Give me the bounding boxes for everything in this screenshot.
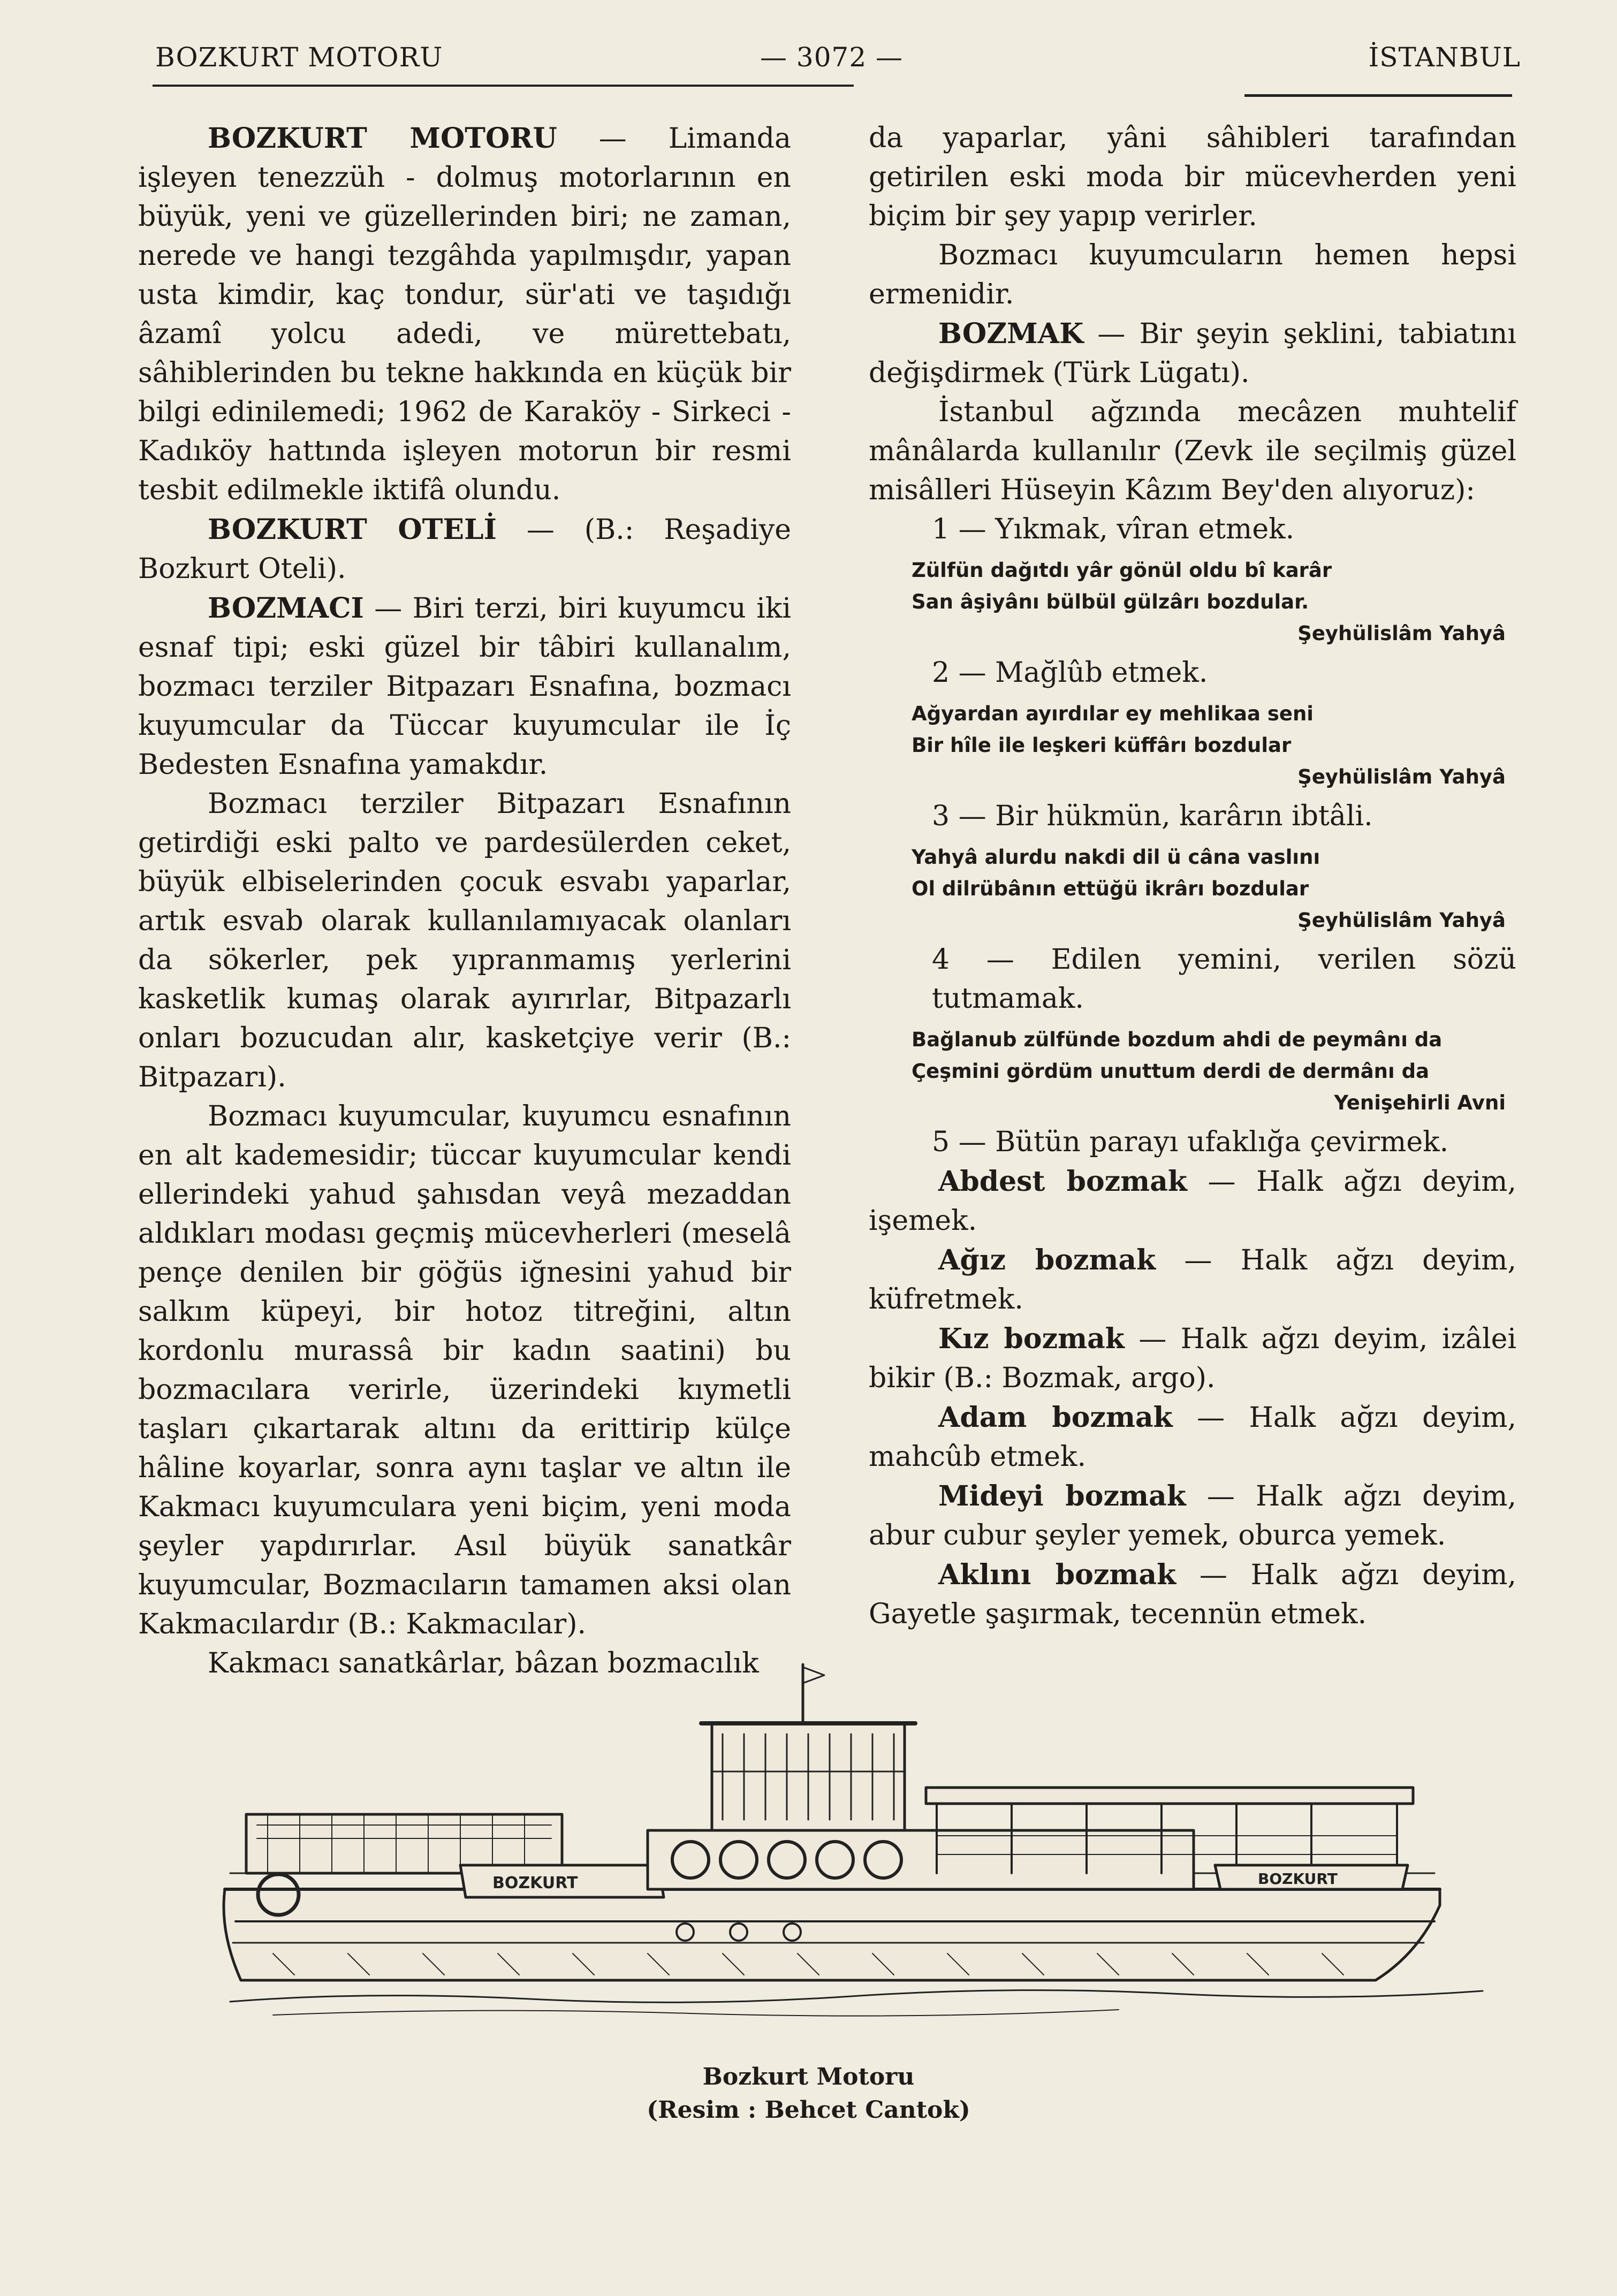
figure-caption xyxy=(0,2061,1617,2127)
left-column xyxy=(138,119,791,1683)
expression-text: — Halk ağzı deyim, abur cubur şeyler yemek, oburca yemek. xyxy=(869,1480,1516,1552)
paragraph: da yaparlar, yâni sâhibleri tarafından getirilen eski moda bir mücevherden yeni biçim bir şey yapıp verirler. xyxy=(869,122,1516,232)
entry-bozmaci xyxy=(138,589,791,785)
expression-kiz-bozmak xyxy=(869,1319,1516,1398)
water-line xyxy=(273,2010,1119,2016)
expression-headword: Adam bozmak xyxy=(938,1401,1173,1434)
right-column xyxy=(869,119,1516,1634)
verse-quote xyxy=(912,554,1516,649)
header-left-title: BOZKURT MOTORU xyxy=(155,42,443,73)
verse-quote xyxy=(912,1024,1516,1119)
meaning-item: 2 — Mağlûb etmek. xyxy=(932,657,1208,689)
verse-line: Zülfün dağıtdı yâr gönül oldu bî karâr xyxy=(912,559,1332,582)
entry-bozmak xyxy=(869,314,1516,393)
expression-text: — Halk ağzı deyim, küfretmek. xyxy=(869,1244,1516,1316)
expression-text: — Halk ağzı deyim, Gayetle şaşırmak, tecennün etmek. xyxy=(869,1559,1516,1630)
entry-text: — Biri terzi, biri kuyumcu iki esnaf tipi; eski güzel bir tâbiri kullanalım, bozmacı terziler Bitpazarı Esnafına, bozmacı kuyumcular da Tüccar kuyumcular ile İç Bedesten Esnafına yamakdır. xyxy=(138,592,791,781)
entry-text: — (B.: Reşadiye Bozkurt Oteli). xyxy=(138,514,791,585)
verse-line: San âşiyânı bülbül gülzârı bozdular. xyxy=(912,590,1309,613)
hull-name-right: BOZKURT xyxy=(1258,1870,1338,1888)
verse-line: Bağlanub zülfünde bozdum ahdi de peymânı da xyxy=(912,1028,1443,1051)
paragraph: İstanbul ağzında mecâzen muhtelif mânâlarda kullanılır (Zevk ile seçilmiş güzel misâlleri Hüseyin Kâzım Bey'den alıyoruz): xyxy=(869,396,1516,506)
expression-agiz-bozmak xyxy=(869,1241,1516,1319)
expression-headword: Abdest bozmak xyxy=(938,1165,1187,1198)
expression-headword: Aklını bozmak xyxy=(938,1558,1176,1591)
boat-illustration xyxy=(209,1654,1493,2028)
entry-bozkurt-oteli xyxy=(138,510,791,589)
aft-canopy xyxy=(926,1788,1413,1804)
meaning-item: 1 — Yıkmak, vîran etmek. xyxy=(932,513,1295,545)
entry-headword: BOZMACI xyxy=(208,592,364,625)
paragraph: Bozmacı terziler Bitpazarı Esnafının getirdiği eski palto ve pardesülerden ceket, büyük elbiselerinden çocuk esvabı yaparlar, artık esvab olarak kullanılamıyacak olanları da sökerler, pek yıpranmamış yerlerini kasketlik kumaş olarak ayırırlar, Bitpazarlı onları bozucudan alır, kasketçiye verir (B.: Bitpazarı). xyxy=(138,788,791,1093)
paragraph: Bozmacı kuyumcular, kuyumcu esnafının en alt kademesidir; tüccar kuyumcular kendi ellerindeki yahud şahısdan veyâ mezaddan aldıkları modası geçmiş mücevherleri (meselâ pençe denilen bir göğüs iğnesini yahud bir salkım küpeyi, bir hotoz titreğini, altın kordonlu murassâ bir kadın saatini) bu bozmacılara verirle, üzerindeki kıymetli taşları çıkartarak altını da erittirip külçe hâline koyarlar, sonra aynı taşlar ve altın ile Kakmacı kuyumculara yeni biçim, yeni moda şeyler yapdırırlar. Asıl büyük sanatkâr kuyumcular, Bozmacıların tamamen aksi olan Kakmacılardır (B.: Kakmacılar). xyxy=(138,1100,791,1640)
water-line xyxy=(230,1990,1483,2003)
superstructure xyxy=(648,1830,1194,1889)
header-rule-right xyxy=(1244,94,1512,97)
expression-adam-bozmak xyxy=(869,1398,1516,1477)
entry-headword: BOZMAK xyxy=(938,317,1084,350)
boat-drawing xyxy=(209,1654,1493,2028)
verse-line: Ol dilrübânın ettüğü ikrârı bozdular xyxy=(912,877,1309,900)
header-rule-left xyxy=(153,85,854,87)
meaning-item: 5 — Bütün parayı ufaklığa çevirmek. xyxy=(932,1126,1449,1158)
expression-mideyi-bozmak xyxy=(869,1477,1516,1555)
page-number: — 3072 — xyxy=(760,42,904,73)
paragraph: Bozmacı kuyumcuların hemen hepsi ermenidir. xyxy=(869,239,1516,310)
verse-author: Şeyhülislâm Yahyâ xyxy=(1297,765,1506,788)
entry-bozkurt-motoru xyxy=(138,119,791,510)
expression-abdest-bozmak xyxy=(869,1162,1516,1241)
expression-headword: Ağız bozmak xyxy=(938,1244,1156,1276)
paragraph: Kakmacı sanatkârlar, bâzan bozmacılık xyxy=(208,1647,759,1679)
expression-text: — Halk ağzı deyim, izâlei bikir (B.: Bozmak, argo). xyxy=(869,1323,1516,1394)
verse-line: Yahyâ alurdu nakdi dil ü câna vaslını xyxy=(912,846,1320,869)
expression-headword: Kız bozmak xyxy=(938,1322,1125,1355)
caption-credit: (Resim : Behcet Cantok) xyxy=(647,2096,970,2124)
entry-text: — Bir şeyin şeklini, tabiatını değişdirmek (Türk Lügatı). xyxy=(869,318,1516,389)
verse-author: Şeyhülislâm Yahyâ xyxy=(1297,909,1506,932)
verse-author: Yenişehirli Avni xyxy=(1334,1091,1506,1114)
entry-headword: BOZKURT MOTORU xyxy=(208,122,557,155)
verse-author: Şeyhülislâm Yahyâ xyxy=(1297,622,1506,645)
meaning-item: 4 — Edilen yemini, verilen sözü tutmamak. xyxy=(932,944,1516,1015)
mast-flag xyxy=(803,1667,824,1683)
entry-text: — Limanda işleyen tenezzüh - dolmuş motorlarının en büyük, yeni ve güzellerinden biri; ne zaman, nerede ve hangi tezgâhda yapılmışdır, yapan usta kimdir, kaç tondur, sür'ati ve taşıdığı âzamî yolcu adedi, ve mürettebatı, sâhiblerinden bu tekne hakkında en küçük bir bilgi edinilemedi; 1962 de Karaköy - Sirkeci - Kadıköy hattında işleyen motorun bir resmi tesbit edilmekle iktifâ olundu. xyxy=(138,123,791,506)
verse-quote xyxy=(912,698,1516,793)
expression-text: — Halk ağzı deyim, mahcûb etmek. xyxy=(869,1402,1516,1473)
expression-headword: Mideyi bozmak xyxy=(938,1480,1186,1512)
expression-text: — Halk ağzı deyim, işemek. xyxy=(869,1166,1516,1237)
header-right-title: İSTANBUL xyxy=(1368,42,1521,73)
verse-line: Bir hîle ile leşkeri küffârı bozdular xyxy=(912,734,1292,757)
hull-name-left: BOZKURT xyxy=(492,1874,578,1892)
caption-title: Bozkurt Motoru xyxy=(702,2063,915,2090)
verse-line: Çeşmini gördüm unuttum derdi de dermânı da xyxy=(912,1060,1430,1083)
expression-aklini-bozmak xyxy=(869,1555,1516,1634)
running-header xyxy=(155,42,1521,85)
meaning-item: 3 — Bir hükmün, karârın ibtâli. xyxy=(932,800,1373,832)
verse-quote xyxy=(912,841,1516,936)
boat-hull xyxy=(224,1889,1440,1980)
entry-headword: BOZKURT OTELİ xyxy=(208,513,497,546)
verse-line: Ağyardan ayırdılar ey mehlikaa seni xyxy=(912,702,1314,725)
